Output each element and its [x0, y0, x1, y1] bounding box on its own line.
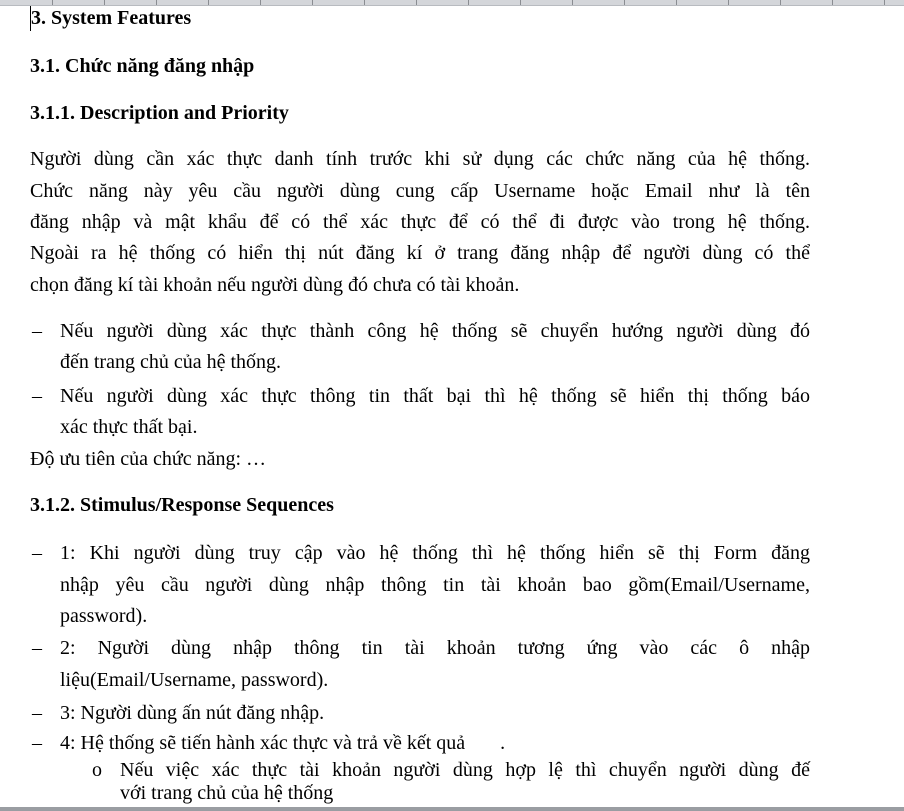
- priority-text: Độ ưu tiên của chức năng: …: [30, 448, 267, 470]
- sub-list-item: với trang chủ của hệ thống: [120, 782, 334, 804]
- list-item: 4: Hệ thống sẽ tiến hành xác thực và trả về kết quả .: [60, 732, 506, 754]
- list-item: liệu(Email/Username, password).: [60, 669, 329, 691]
- list-item: password).: [60, 605, 148, 627]
- page-boundary: [0, 807, 904, 811]
- dash-bullet: –: [32, 320, 42, 342]
- list-item: Nếu người dùng xác thực thông tin thất bại thì hệ thống sẽ hiển thị thống báo: [60, 385, 810, 407]
- subsubsection-heading: 3.1.1. Description and Priority: [30, 102, 289, 124]
- dash-bullet: –: [32, 385, 42, 407]
- circle-bullet: o: [92, 759, 102, 781]
- ruler-tick: [780, 0, 781, 5]
- paragraph-line: chọn đăng kí tài khoản nếu người dùng đó chưa có tài khoản.: [30, 274, 520, 296]
- ruler-tick: [312, 0, 313, 5]
- list-item: 3: Người dùng ấn nút đăng nhập.: [60, 702, 325, 724]
- ruler-tick: [676, 0, 677, 5]
- ruler-tick: [208, 0, 209, 5]
- list-item: đến trang chủ của hệ thống.: [60, 351, 282, 373]
- ruler-tick: [156, 0, 157, 5]
- dash-bullet: –: [32, 542, 42, 564]
- ruler-tick: [260, 0, 261, 5]
- ruler-tick: [468, 0, 469, 5]
- paragraph-line: Ngoài ra hệ thống có hiển thị nút đăng kí ở trang đăng nhập để người dùng có thể: [30, 242, 810, 264]
- section-heading: 3. System Features: [31, 7, 192, 29]
- list-item: nhập yêu cầu người dùng nhập thông tin tài khoản bao gồm(Email/Username,: [60, 574, 810, 596]
- subsubsection-heading: 3.1.2. Stimulus/Response Sequences: [30, 494, 334, 516]
- list-item: xác thực thất bại.: [60, 416, 198, 438]
- list-item: Nếu người dùng xác thực thành công hệ thống sẽ chuyển hướng người dùng đó: [60, 320, 810, 342]
- paragraph-line: Người dùng cần xác thực danh tính trước khi sử dụng các chức năng của hệ thống.: [30, 148, 810, 170]
- dash-bullet: –: [32, 702, 42, 724]
- dash-bullet: –: [32, 637, 42, 659]
- ruler-tick: [416, 0, 417, 5]
- sub-list-item: Nếu việc xác thực tài khoản người dùng hợp lệ thì chuyển người dùng đế: [120, 759, 810, 781]
- ruler-tick: [572, 0, 573, 5]
- ruler-tick: [884, 0, 885, 5]
- subsection-heading: 3.1. Chức năng đăng nhập: [30, 55, 255, 77]
- list-item: 1: Khi người dùng truy cập vào hệ thống thì hệ thống hiển sẽ thị Form đăng: [60, 542, 810, 564]
- paragraph-line: đăng nhập và mật khẩu để có thể xác thực để có thể đi được vào trong hệ thống.: [30, 211, 810, 233]
- ruler-tick: [832, 0, 833, 5]
- ruler-tick: [364, 0, 365, 5]
- paragraph-line: Chức năng này yêu cầu người dùng cung cấp Username hoặc Email như là tên: [30, 180, 810, 202]
- list-item: 2: Người dùng nhập thông tin tài khoản tương ứng vào các ô nhập: [60, 637, 810, 659]
- ruler-tick: [520, 0, 521, 5]
- ruler-tick: [104, 0, 105, 5]
- ruler-tick: [52, 0, 53, 5]
- dash-bullet: –: [32, 732, 42, 754]
- ruler-tick: [624, 0, 625, 5]
- ruler-tick: [728, 0, 729, 5]
